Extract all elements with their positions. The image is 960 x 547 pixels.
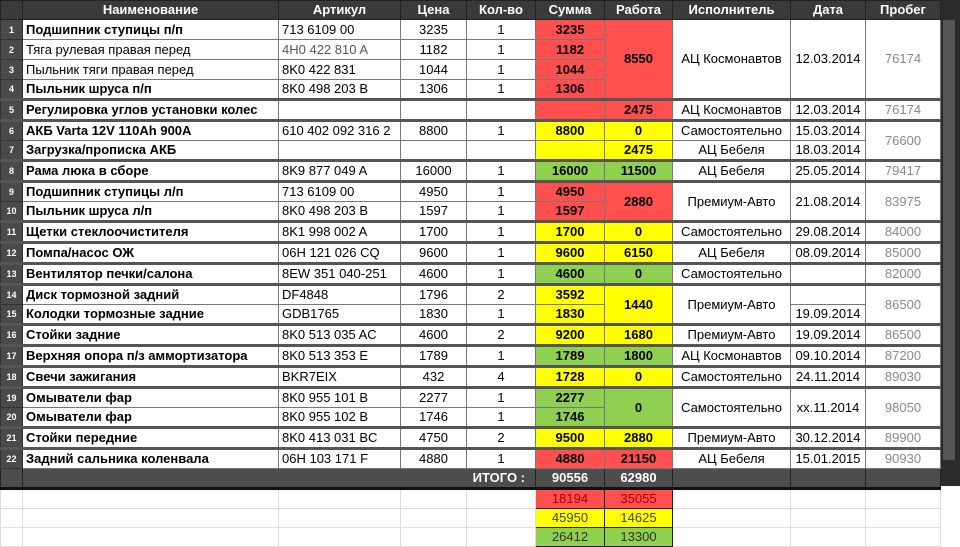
table-row [1,182,941,202]
header-qty[interactable]: Кол-во [467,1,536,20]
cell-name[interactable]: Подшипник ступицы п/п [23,20,279,40]
cell-work[interactable]: 8550 [605,20,673,100]
empty-cell[interactable] [791,509,866,528]
cell-article[interactable]: 8K0 498 203 B [279,202,401,222]
row-number[interactable]: 17 [1,346,23,367]
cell-price[interactable]: 1830 [401,305,467,325]
cell-name[interactable]: Регулировка углов установки колес [23,100,279,121]
row-number[interactable]: 8 [1,161,23,182]
empty-cell[interactable] [866,489,941,509]
cell-date[interactable]: 24.11.2014 [791,367,866,388]
cell-article[interactable]: 8EW 351 040-251 [279,264,401,285]
cell-mileage[interactable]: 86500 [866,285,941,325]
cell-sum[interactable]: 1728 [536,367,605,388]
cell-work[interactable]: 1680 [605,325,673,346]
cell-name[interactable]: Омыватели фар [23,408,279,428]
cell-executor[interactable]: Самостоятельно [673,388,791,428]
cell-qty[interactable] [467,100,536,121]
total-sum[interactable]: 90556 [536,469,605,489]
table-row [1,428,941,449]
row-number[interactable]: 20 [1,408,23,428]
row-number[interactable]: 5 [1,100,23,121]
table-row [1,367,941,388]
cell-executor[interactable]: АЦ Космонавтов [673,346,791,367]
cell-article[interactable]: 610 402 092 316 2 [279,121,401,141]
cell-mileage[interactable]: 85000 [866,243,941,264]
cell-executor[interactable]: Премиум-Авто [673,285,791,325]
empty-cell[interactable] [1,489,23,509]
cell-executor[interactable]: АЦ Бебеля [673,243,791,264]
subtotal-work[interactable]: 14625 [605,509,673,528]
cell-qty[interactable]: 1 [467,20,536,40]
header-row [1,1,941,20]
cell-executor[interactable]: АЦ Бебеля [673,141,791,161]
cell-work[interactable]: 2475 [605,141,673,161]
cell-price[interactable]: 1796 [401,285,467,305]
cell-executor[interactable]: Премиум-Авто [673,428,791,449]
cell-qty[interactable]: 1 [467,449,536,469]
cell-executor[interactable]: АЦ Бебеля [673,449,791,469]
cell-price[interactable]: 2277 [401,388,467,408]
cell-work[interactable]: 1440 [605,285,673,325]
cell-price[interactable]: 4600 [401,325,467,346]
table-row [1,305,941,325]
cell-sum[interactable]: 1746 [536,408,605,428]
cell-qty[interactable] [467,141,536,161]
cell-name[interactable]: Подшипник ступицы л/п [23,182,279,202]
total-row [1,469,941,489]
header-mileage[interactable]: Пробег [866,1,941,20]
header-sum[interactable]: Сумма [536,1,605,20]
row-number[interactable]: 13 [1,264,23,285]
cell-qty[interactable]: 2 [467,325,536,346]
cell-executor[interactable]: Премиум-Авто [673,182,791,222]
cell-work[interactable]: 11500 [605,161,673,182]
cell-sum[interactable]: 16000 [536,161,605,182]
cell-sum[interactable]: 4950 [536,182,605,202]
cell-name[interactable]: Тяга рулевая правая перед [23,40,279,60]
cell-sum[interactable]: 1789 [536,346,605,367]
cell-qty[interactable]: 1 [467,264,536,285]
cell-article[interactable]: 8K0 513 353 E [279,346,401,367]
empty-cell[interactable] [279,509,401,528]
cell-article[interactable]: 06H 103 171 F [279,449,401,469]
empty-cell[interactable] [1,509,23,528]
cell-article[interactable]: 8K0 955 101 B [279,388,401,408]
cell-qty[interactable]: 4 [467,367,536,388]
cell-qty[interactable]: 1 [467,80,536,100]
cell-date[interactable]: 15.01.2015 [791,449,866,469]
cell-name[interactable]: Вентилятор печки/салона [23,264,279,285]
subtotal-sum[interactable]: 18194 [536,489,605,509]
cell-work[interactable]: 0 [605,264,673,285]
cell-article[interactable]: BKR7EIX [279,367,401,388]
cell-date[interactable]: 19.09.2014 [791,325,866,346]
cell-name[interactable]: Стойки передние [23,428,279,449]
cell-qty[interactable]: 1 [467,121,536,141]
cell-price[interactable]: 4750 [401,428,467,449]
cell-mileage[interactable]: 82000 [866,264,941,285]
cell-article[interactable] [279,100,401,121]
table-row [1,346,941,367]
table-row [1,121,941,141]
row-number[interactable]: 18 [1,367,23,388]
cell-work[interactable]: 0 [605,121,673,141]
cell-date[interactable]: 29.08.2014 [791,222,866,243]
cell-mileage[interactable]: 76174 [866,20,941,100]
cell-mileage[interactable]: 89030 [866,367,941,388]
cell-name[interactable]: Загрузка/прописка АКБ [23,141,279,161]
cell-mileage[interactable]: 98050 [866,388,941,428]
cell-work[interactable]: 0 [605,367,673,388]
row-number[interactable]: 7 [1,141,23,161]
cell-article[interactable]: 8K0 498 203 B [279,80,401,100]
row-number[interactable]: 19 [1,388,23,408]
cell-work[interactable]: 0 [605,388,673,428]
cell-mileage[interactable]: 79417 [866,161,941,182]
cell-qty[interactable]: 1 [467,222,536,243]
subtotal-sum[interactable]: 45950 [536,509,605,528]
cell-name[interactable]: Задний сальника коленвала [23,449,279,469]
cell-mileage[interactable]: 76600 [866,121,941,161]
table-row [1,243,941,264]
cell-name[interactable]: Щетки стеклоочистителя [23,222,279,243]
row-number[interactable]: 4 [1,80,23,100]
cell-work[interactable]: 2880 [605,182,673,222]
row-number[interactable]: 10 [1,202,23,222]
header-row-number [1,1,23,20]
cell-executor[interactable]: АЦ Космонавтов [673,20,791,100]
cell-qty[interactable]: 1 [467,305,536,325]
empty-cell[interactable] [23,489,279,509]
cell-article[interactable]: 8K0 422 831 [279,60,401,80]
table-row [1,285,941,305]
cell-sum[interactable]: 1306 [536,80,605,100]
empty-cell[interactable] [23,509,279,528]
cell-executor[interactable]: Самостоятельно [673,367,791,388]
cell-sum[interactable]: 1597 [536,202,605,222]
row-number[interactable]: 9 [1,182,23,202]
cell-article[interactable]: 713 6109 00 [279,182,401,202]
cell-price[interactable]: 1597 [401,202,467,222]
cell-sum[interactable]: 4600 [536,264,605,285]
table-row [1,20,941,40]
total-work[interactable]: 62980 [605,469,673,489]
cell-name[interactable]: АКБ Varta 12V 110Ah 900A [23,121,279,141]
cell-price[interactable]: 1044 [401,60,467,80]
cell-name[interactable]: Диск тормозной задний [23,285,279,305]
cell-mileage[interactable]: 86500 [866,325,941,346]
table-row [1,222,941,243]
cell-date[interactable]: 12.03.2014 [791,20,866,100]
empty-cell[interactable] [467,489,536,509]
cell-price[interactable]: 9600 [401,243,467,264]
cell-qty[interactable]: 1 [467,40,536,60]
cell-article[interactable]: GDB1765 [279,305,401,325]
row-number[interactable]: 15 [1,305,23,325]
cell-qty[interactable]: 1 [467,388,536,408]
header-price[interactable]: Цена [401,1,467,20]
cell-article[interactable]: 4H0 422 810 A [279,40,401,60]
cell-executor[interactable]: АЦ Бебеля [673,161,791,182]
cell-price[interactable]: 1746 [401,408,467,428]
cell-price[interactable]: 8800 [401,121,467,141]
cell-name[interactable]: Рама люка в сборе [23,161,279,182]
cell-sum[interactable]: 2277 [536,388,605,408]
row-number[interactable]: 22 [1,449,23,469]
cell-sum[interactable]: 1700 [536,222,605,243]
cell-price[interactable]: 4600 [401,264,467,285]
cell-sum[interactable] [536,141,605,161]
cell-article[interactable]: 06H 121 026 CQ [279,243,401,264]
cell-price[interactable] [401,100,467,121]
cell-executor[interactable]: Самостоятельно [673,222,791,243]
cell-price[interactable]: 4950 [401,182,467,202]
empty-cell[interactable] [401,489,467,509]
cell-qty[interactable]: 1 [467,346,536,367]
table-row [1,449,941,469]
cell-sum[interactable]: 9600 [536,243,605,264]
cell-price[interactable]: 1700 [401,222,467,243]
cell-qty[interactable]: 1 [467,202,536,222]
cell-date[interactable] [791,264,866,285]
empty-cell[interactable] [673,509,791,528]
cell-sum[interactable]: 1830 [536,305,605,325]
cell-name[interactable]: Пыльник тяги правая перед [23,60,279,80]
cell-date[interactable]: 09.10.2014 [791,346,866,367]
color-subtotal-row [1,509,941,528]
cell-executor[interactable]: Премиум-Авто [673,325,791,346]
cell-work[interactable]: 0 [605,222,673,243]
cell-price[interactable] [401,141,467,161]
row-number[interactable]: 14 [1,285,23,305]
vertical-scrollbar[interactable] [940,0,960,486]
cell-sum[interactable]: 4880 [536,449,605,469]
cell-sum[interactable]: 1044 [536,60,605,80]
empty-cell[interactable] [866,509,941,528]
cell-mileage[interactable]: 83975 [866,182,941,222]
cell-executor[interactable]: Самостоятельно [673,121,791,141]
cell-price[interactable]: 4880 [401,449,467,469]
cell-sum[interactable]: 3592 [536,285,605,305]
empty-cell[interactable] [279,489,401,509]
cell-qty[interactable]: 1 [467,243,536,264]
cell-name[interactable]: Пыльник шруса п/п [23,80,279,100]
cell-name[interactable]: Верхняя опора п/з аммортизатора [23,346,279,367]
cell-article[interactable]: 8K9 877 049 A [279,161,401,182]
cell-name[interactable]: Стойки задние [23,325,279,346]
total-empty [866,469,941,489]
subtotal-work[interactable]: 13300 [605,528,673,547]
table-row [1,141,941,161]
cell-article[interactable]: 8K0 955 102 B [279,408,401,428]
cell-date[interactable]: 08.09.2014 [791,243,866,264]
cell-mileage[interactable]: 87200 [866,346,941,367]
cell-price[interactable]: 1789 [401,346,467,367]
subtotal-work[interactable]: 35055 [605,489,673,509]
cell-article[interactable]: 8K0 413 031 BC [279,428,401,449]
cell-sum[interactable]: 8800 [536,121,605,141]
row-number[interactable]: 21 [1,428,23,449]
cell-price[interactable]: 3235 [401,20,467,40]
cell-work[interactable]: 2475 [605,100,673,121]
cell-name[interactable]: Помпа/насос ОЖ [23,243,279,264]
cell-article[interactable]: 8K0 513 035 AC [279,325,401,346]
cell-qty[interactable]: 1 [467,182,536,202]
row-number[interactable]: 6 [1,121,23,141]
header-date[interactable]: Дата [791,1,866,20]
cell-date[interactable] [791,285,866,305]
cell-qty[interactable]: 2 [467,428,536,449]
table-row [1,325,941,346]
total-row-number [1,469,23,489]
cell-qty[interactable]: 2 [467,285,536,305]
cell-date[interactable]: 19.09.2014 [791,305,866,325]
cell-sum[interactable]: 9200 [536,325,605,346]
cell-date[interactable]: 15.03.2014 [791,121,866,141]
empty-cell[interactable] [401,509,467,528]
scrollbar-thumb[interactable] [943,20,955,460]
empty-cell[interactable] [791,489,866,509]
cell-date[interactable]: xx.11.2014 [791,388,866,428]
cell-sum[interactable]: 9500 [536,428,605,449]
table-row [1,264,941,285]
cell-name[interactable]: Колодки тормозные задние [23,305,279,325]
cell-date[interactable]: 21.08.2014 [791,182,866,222]
header-work[interactable]: Работа [605,1,673,20]
cell-article[interactable]: 713 6109 00 [279,20,401,40]
cell-qty[interactable]: 1 [467,60,536,80]
row-number[interactable]: 2 [1,40,23,60]
row-number[interactable]: 11 [1,222,23,243]
row-number[interactable]: 16 [1,325,23,346]
header-name[interactable]: Наименование [23,1,279,20]
cell-article[interactable]: 8K1 998 002 A [279,222,401,243]
header-executor[interactable]: Исполнитель [673,1,791,20]
cell-qty[interactable]: 1 [467,161,536,182]
empty-cell[interactable] [467,509,536,528]
cell-price[interactable]: 16000 [401,161,467,182]
table-row [1,388,941,408]
cell-date[interactable]: 12.03.2014 [791,100,866,121]
cell-date[interactable]: 18.03.2014 [791,141,866,161]
cell-work[interactable]: 2880 [605,428,673,449]
row-number[interactable]: 1 [1,20,23,40]
cell-qty[interactable]: 1 [467,408,536,428]
cell-mileage[interactable]: 89900 [866,428,941,449]
cell-name[interactable]: Свечи зажигания [23,367,279,388]
cell-name[interactable]: Омыватели фар [23,388,279,408]
cell-mileage[interactable]: 84000 [866,222,941,243]
cell-executor[interactable]: Самостоятельно [673,264,791,285]
cell-article[interactable]: DF4848 [279,285,401,305]
cell-executor[interactable]: АЦ Космонавтов [673,100,791,121]
cell-price[interactable]: 432 [401,367,467,388]
empty-cell[interactable] [673,489,791,509]
header-article[interactable]: Артикул [279,1,401,20]
cell-date[interactable]: 30.12.2014 [791,428,866,449]
cell-work[interactable]: 21150 [605,449,673,469]
cell-sum[interactable] [536,100,605,121]
subtotal-sum[interactable]: 26412 [536,528,605,547]
cell-sum[interactable]: 1182 [536,40,605,60]
cell-price[interactable]: 1182 [401,40,467,60]
total-empty [673,469,791,489]
cell-name[interactable]: Пыльник шруса л/п [23,202,279,222]
total-empty [791,469,866,489]
cell-sum[interactable]: 3235 [536,20,605,40]
cell-price[interactable]: 1306 [401,80,467,100]
cell-mileage[interactable]: 90930 [866,449,941,469]
cell-article[interactable] [279,141,401,161]
color-subtotal-row [1,489,941,509]
cell-work[interactable]: 6150 [605,243,673,264]
row-number[interactable]: 3 [1,60,23,80]
cell-mileage[interactable]: 76174 [866,100,941,121]
cell-date[interactable]: 25.05.2014 [791,161,866,182]
table-row [1,100,941,121]
table-row [1,161,941,182]
total-label: ИТОГО : [23,469,536,489]
row-number[interactable]: 12 [1,243,23,264]
cell-work[interactable]: 1800 [605,346,673,367]
